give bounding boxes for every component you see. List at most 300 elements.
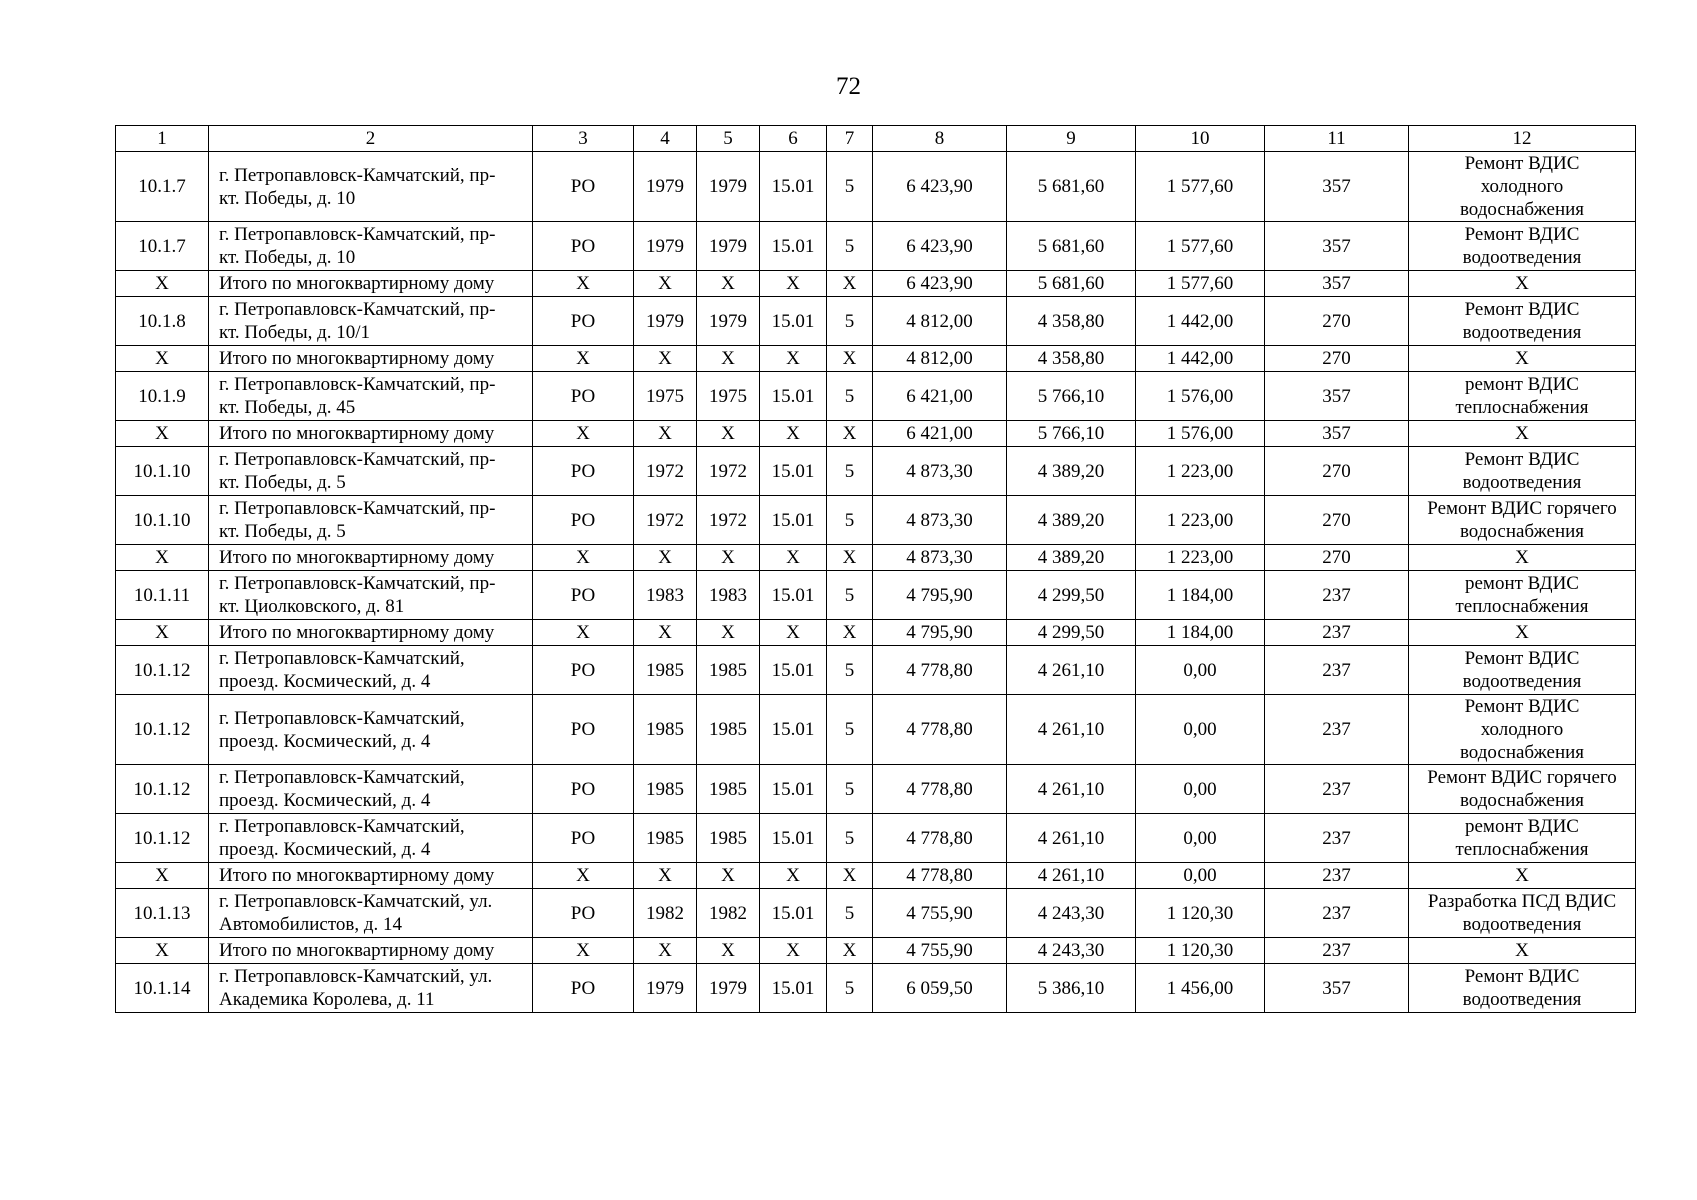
table-row xyxy=(116,814,1636,863)
commission-year-cell: 1979 xyxy=(697,964,760,1013)
living-area-cell: 5 681,60 xyxy=(1007,152,1136,222)
material-code-cell: Х xyxy=(760,271,827,297)
ownership-cell: РО xyxy=(533,964,634,1013)
material-code-cell: 15.01 xyxy=(760,646,827,695)
address-cell xyxy=(209,372,533,421)
building-total-row xyxy=(116,938,1636,964)
cell-text-line: г. Петропавловск-Камчатский, пр- xyxy=(219,573,496,594)
total-area-cell: 4 795,90 xyxy=(873,571,1007,620)
ownership-cell: РО xyxy=(533,297,634,346)
cell-text-line: кт. Победы, д. 45 xyxy=(219,397,356,418)
living-area-cell: 4 358,80 xyxy=(1007,346,1136,372)
built-year-cell: 1979 xyxy=(634,222,697,271)
floors-cell: 5 xyxy=(827,964,873,1013)
address-cell xyxy=(209,814,533,863)
ownership-cell: РО xyxy=(533,889,634,938)
cell-text-line: г. Петропавловск-Камчатский, пр- xyxy=(219,449,496,470)
nonliving-area-cell: 1 456,00 xyxy=(1136,964,1265,1013)
work-type-cell: Х xyxy=(1409,346,1636,372)
table-row xyxy=(116,447,1636,496)
address-cell xyxy=(209,695,533,765)
nonliving-area-cell: 0,00 xyxy=(1136,814,1265,863)
residents-cell: 237 xyxy=(1265,889,1409,938)
cell-text-line: кт. Победы, д. 10 xyxy=(219,247,356,268)
floors-cell: Х xyxy=(827,620,873,646)
material-code-cell: 15.01 xyxy=(760,814,827,863)
commission-year-cell: 1982 xyxy=(697,889,760,938)
column-number-cell: 7 xyxy=(827,126,873,152)
residents-cell: 270 xyxy=(1265,447,1409,496)
total-area-cell: 6 423,90 xyxy=(873,222,1007,271)
cell-text-line: водоотведения xyxy=(1462,989,1582,1010)
building-total-row xyxy=(116,421,1636,447)
nonliving-area-cell: 1 577,60 xyxy=(1136,222,1265,271)
ownership-cell: РО xyxy=(533,571,634,620)
living-area-cell: 5 681,60 xyxy=(1007,222,1136,271)
address-cell: Итого по многоквартирному дому xyxy=(209,620,533,646)
address-cell: Итого по многоквартирному дому xyxy=(209,421,533,447)
table-row xyxy=(116,372,1636,421)
living-area-cell: 4 389,20 xyxy=(1007,545,1136,571)
nonliving-area-cell: 1 120,30 xyxy=(1136,889,1265,938)
built-year-cell: Х xyxy=(634,271,697,297)
residents-cell: 237 xyxy=(1265,646,1409,695)
work-type-cell xyxy=(1409,964,1636,1013)
commission-year-cell: 1979 xyxy=(697,152,760,222)
column-number-cell: 8 xyxy=(873,126,1007,152)
ownership-cell: Х xyxy=(533,271,634,297)
building-total-row xyxy=(116,620,1636,646)
material-code-cell: 15.01 xyxy=(760,695,827,765)
column-number-cell: 6 xyxy=(760,126,827,152)
built-year-cell: 1975 xyxy=(634,372,697,421)
ownership-cell: Х xyxy=(533,545,634,571)
living-area-cell: 4 299,50 xyxy=(1007,571,1136,620)
residents-cell: 270 xyxy=(1265,496,1409,545)
built-year-cell: Х xyxy=(634,938,697,964)
building-total-row xyxy=(116,271,1636,297)
total-area-cell: 4 873,30 xyxy=(873,447,1007,496)
row-number-cell: Х xyxy=(116,938,209,964)
commission-year-cell: 1979 xyxy=(697,297,760,346)
nonliving-area-cell: 1 223,00 xyxy=(1136,447,1265,496)
row-number-cell: 10.1.8 xyxy=(116,297,209,346)
cell-text-line: кт. Победы, д. 10 xyxy=(219,187,356,209)
floors-cell: 5 xyxy=(827,297,873,346)
row-number-cell: Х xyxy=(116,620,209,646)
building-total-row xyxy=(116,863,1636,889)
cell-text-line: г. Петропавловск-Камчатский, xyxy=(219,707,465,729)
cell-text-line: водоотведения xyxy=(1462,322,1582,343)
work-type-cell: Х xyxy=(1409,421,1636,447)
ownership-cell: РО xyxy=(533,496,634,545)
nonliving-area-cell: 1 223,00 xyxy=(1136,545,1265,571)
floors-cell: Х xyxy=(827,938,873,964)
material-code-cell: Х xyxy=(760,938,827,964)
cell-text-line: водоотведения xyxy=(1462,472,1582,493)
work-type-cell: Х xyxy=(1409,545,1636,571)
ownership-cell: РО xyxy=(533,765,634,814)
address-cell xyxy=(209,889,533,938)
built-year-cell: 1985 xyxy=(634,695,697,765)
cell-text-line: водоотведения xyxy=(1462,914,1582,935)
cell-text-line: г. Петропавловск-Камчатский, xyxy=(219,816,465,837)
residents-cell: 357 xyxy=(1265,271,1409,297)
cell-text-line: холодного xyxy=(1480,719,1564,740)
table-row xyxy=(116,297,1636,346)
address-cell xyxy=(209,765,533,814)
cell-text-line: водоснабжения xyxy=(1459,521,1585,542)
cell-text-line: теплоснабжения xyxy=(1455,596,1589,617)
material-code-cell: 15.01 xyxy=(760,372,827,421)
floors-cell: Х xyxy=(827,271,873,297)
cell-text-line: кт. Циолковского, д. 81 xyxy=(219,596,405,617)
residents-cell: 270 xyxy=(1265,346,1409,372)
row-number-cell: 10.1.12 xyxy=(116,765,209,814)
commission-year-cell: 1985 xyxy=(697,695,760,765)
material-code-cell: Х xyxy=(760,346,827,372)
table-row xyxy=(116,571,1636,620)
nonliving-area-cell: 1 184,00 xyxy=(1136,571,1265,620)
total-area-cell: 4 795,90 xyxy=(873,620,1007,646)
table-row xyxy=(116,765,1636,814)
cell-text-line: водоотведения xyxy=(1462,671,1582,692)
built-year-cell: 1979 xyxy=(634,152,697,222)
building-total-row xyxy=(116,346,1636,372)
cell-text-line: кт. Победы, д. 5 xyxy=(219,521,346,542)
built-year-cell: 1972 xyxy=(634,496,697,545)
built-year-cell: Х xyxy=(634,346,697,372)
cell-text-line: Автомобилистов, д. 14 xyxy=(219,914,403,935)
floors-cell: 5 xyxy=(827,571,873,620)
table-row xyxy=(116,152,1636,222)
living-area-cell: 5 766,10 xyxy=(1007,372,1136,421)
row-number-cell: 10.1.10 xyxy=(116,447,209,496)
commission-year-cell: Х xyxy=(697,545,760,571)
nonliving-area-cell: 1 442,00 xyxy=(1136,346,1265,372)
residents-cell: 237 xyxy=(1265,571,1409,620)
built-year-cell: Х xyxy=(634,620,697,646)
total-area-cell: 4 778,80 xyxy=(873,863,1007,889)
total-area-cell: 4 812,00 xyxy=(873,346,1007,372)
table-row xyxy=(116,889,1636,938)
ownership-cell: Х xyxy=(533,346,634,372)
ownership-cell: РО xyxy=(533,152,634,222)
residents-cell: 237 xyxy=(1265,863,1409,889)
living-area-cell: 4 299,50 xyxy=(1007,620,1136,646)
ownership-cell: РО xyxy=(533,814,634,863)
residents-cell: 270 xyxy=(1265,545,1409,571)
material-code-cell: Х xyxy=(760,421,827,447)
row-number-cell: 10.1.11 xyxy=(116,571,209,620)
living-area-cell: 5 386,10 xyxy=(1007,964,1136,1013)
column-number-cell: 3 xyxy=(533,126,634,152)
living-area-cell: 4 389,20 xyxy=(1007,496,1136,545)
living-area-cell: 4 261,10 xyxy=(1007,814,1136,863)
floors-cell: 5 xyxy=(827,695,873,765)
floors-cell: 5 xyxy=(827,372,873,421)
floors-cell: 5 xyxy=(827,814,873,863)
commission-year-cell: 1985 xyxy=(697,765,760,814)
total-area-cell: 4 778,80 xyxy=(873,765,1007,814)
ownership-cell: Х xyxy=(533,421,634,447)
commission-year-cell: Х xyxy=(697,346,760,372)
row-number-cell: 10.1.7 xyxy=(116,152,209,222)
total-area-cell: 4 778,80 xyxy=(873,695,1007,765)
work-type-cell xyxy=(1409,695,1636,765)
built-year-cell: 1985 xyxy=(634,765,697,814)
address-cell: Итого по многоквартирному дому xyxy=(209,938,533,964)
cell-text-line: холодного xyxy=(1480,176,1564,197)
living-area-cell: 4 261,10 xyxy=(1007,646,1136,695)
nonliving-area-cell: 1 577,60 xyxy=(1136,152,1265,222)
built-year-cell: 1982 xyxy=(634,889,697,938)
table-row xyxy=(116,496,1636,545)
living-area-cell: 4 243,30 xyxy=(1007,938,1136,964)
ownership-cell: РО xyxy=(533,695,634,765)
material-code-cell: 15.01 xyxy=(760,571,827,620)
nonliving-area-cell: 0,00 xyxy=(1136,765,1265,814)
cell-text-line: Ремонт ВДИС xyxy=(1464,648,1580,669)
cell-text-line: Ремонт ВДИС xyxy=(1464,966,1580,987)
cell-text-line: Ремонт ВДИС xyxy=(1464,153,1580,174)
row-number-cell: 10.1.14 xyxy=(116,964,209,1013)
address-cell xyxy=(209,222,533,271)
living-area-cell: 4 243,30 xyxy=(1007,889,1136,938)
row-number-cell: Х xyxy=(116,346,209,372)
total-area-cell: 6 423,90 xyxy=(873,271,1007,297)
floors-cell: 5 xyxy=(827,889,873,938)
work-type-cell xyxy=(1409,765,1636,814)
nonliving-area-cell: 1 577,60 xyxy=(1136,271,1265,297)
cell-text-line: ремонт ВДИС xyxy=(1465,573,1579,594)
row-number-cell: 10.1.9 xyxy=(116,372,209,421)
cell-text-line: проезд. Космический, д. 4 xyxy=(219,671,431,692)
cell-text-line: Академика Королева, д. 11 xyxy=(219,989,435,1010)
total-area-cell: 4 873,30 xyxy=(873,496,1007,545)
total-area-cell: 6 421,00 xyxy=(873,372,1007,421)
cell-text-line: г. Петропавловск-Камчатский, пр- xyxy=(219,374,496,395)
cell-text-line: г. Петропавловск-Камчатский, ул. xyxy=(219,891,493,912)
address-cell: Итого по многоквартирному дому xyxy=(209,545,533,571)
table-row xyxy=(116,695,1636,765)
address-cell: Итого по многоквартирному дому xyxy=(209,271,533,297)
total-area-cell: 6 423,90 xyxy=(873,152,1007,222)
built-year-cell: Х xyxy=(634,863,697,889)
ownership-cell: РО xyxy=(533,222,634,271)
work-type-cell xyxy=(1409,889,1636,938)
living-area-cell: 4 261,10 xyxy=(1007,863,1136,889)
total-area-cell: 4 873,30 xyxy=(873,545,1007,571)
page-number: 72 xyxy=(836,73,861,100)
cell-text-line: Ремонт ВДИС xyxy=(1464,224,1580,245)
residents-cell: 237 xyxy=(1265,695,1409,765)
residents-cell: 237 xyxy=(1265,620,1409,646)
total-area-cell: 4 778,80 xyxy=(873,646,1007,695)
work-type-cell: Х xyxy=(1409,271,1636,297)
residents-cell: 270 xyxy=(1265,297,1409,346)
work-type-cell: Х xyxy=(1409,938,1636,964)
cell-text-line: Ремонт ВДИС xyxy=(1464,449,1580,470)
nonliving-area-cell: 0,00 xyxy=(1136,695,1265,765)
commission-year-cell: 1979 xyxy=(697,222,760,271)
commission-year-cell: 1972 xyxy=(697,496,760,545)
cell-text-line: Ремонт ВДИС xyxy=(1464,299,1580,320)
nonliving-area-cell: 1 576,00 xyxy=(1136,421,1265,447)
work-type-cell xyxy=(1409,646,1636,695)
row-number-cell: 10.1.10 xyxy=(116,496,209,545)
work-type-cell xyxy=(1409,571,1636,620)
cell-text-line: кт. Победы, д. 10/1 xyxy=(219,322,371,343)
commission-year-cell: Х xyxy=(697,271,760,297)
address-cell xyxy=(209,297,533,346)
building-total-row xyxy=(116,545,1636,571)
living-area-cell: 5 766,10 xyxy=(1007,421,1136,447)
cell-text-line: Ремонт ВДИС xyxy=(1464,696,1580,717)
address-cell xyxy=(209,964,533,1013)
row-number-cell: 10.1.13 xyxy=(116,889,209,938)
cell-text-line: г. Петропавловск-Камчатский, xyxy=(219,767,465,788)
ownership-cell: РО xyxy=(533,447,634,496)
floors-cell: Х xyxy=(827,863,873,889)
ownership-cell: РО xyxy=(533,372,634,421)
living-area-cell: 4 358,80 xyxy=(1007,297,1136,346)
cell-text-line: ремонт ВДИС xyxy=(1465,816,1579,837)
material-code-cell: Х xyxy=(760,863,827,889)
floors-cell: Х xyxy=(827,346,873,372)
cell-text-line: г. Петропавловск-Камчатский, пр- xyxy=(219,164,496,186)
row-number-cell: Х xyxy=(116,545,209,571)
work-type-cell: Х xyxy=(1409,620,1636,646)
built-year-cell: 1979 xyxy=(634,297,697,346)
column-number-cell: 10 xyxy=(1136,126,1265,152)
work-type-cell xyxy=(1409,372,1636,421)
commission-year-cell: 1975 xyxy=(697,372,760,421)
cell-text-line: Ремонт ВДИС горячего xyxy=(1427,767,1617,788)
commission-year-cell: Х xyxy=(697,938,760,964)
work-type-cell xyxy=(1409,222,1636,271)
ownership-cell: Х xyxy=(533,620,634,646)
total-area-cell: 4 755,90 xyxy=(873,938,1007,964)
cell-text-line: теплоснабжения xyxy=(1455,397,1589,418)
cell-text-line: Разработка ПСД ВДИС xyxy=(1427,891,1617,912)
cell-text-line: Ремонт ВДИС горячего xyxy=(1427,498,1617,519)
address-cell xyxy=(209,152,533,222)
floors-cell: 5 xyxy=(827,765,873,814)
residents-cell: 357 xyxy=(1265,964,1409,1013)
floors-cell: 5 xyxy=(827,222,873,271)
cell-text-line: проезд. Космический, д. 4 xyxy=(219,730,431,752)
nonliving-area-cell: 1 576,00 xyxy=(1136,372,1265,421)
address-cell xyxy=(209,571,533,620)
floors-cell: 5 xyxy=(827,496,873,545)
material-code-cell: 15.01 xyxy=(760,447,827,496)
living-area-cell: 4 261,10 xyxy=(1007,695,1136,765)
ownership-cell: Х xyxy=(533,863,634,889)
column-number-cell: 11 xyxy=(1265,126,1409,152)
work-type-cell xyxy=(1409,152,1636,222)
total-area-cell: 6 059,50 xyxy=(873,964,1007,1013)
total-area-cell: 4 778,80 xyxy=(873,814,1007,863)
built-year-cell: Х xyxy=(634,421,697,447)
cell-text-line: водоснабжения xyxy=(1459,199,1585,220)
row-number-cell: 10.1.12 xyxy=(116,646,209,695)
material-code-cell: Х xyxy=(760,620,827,646)
residents-cell: 357 xyxy=(1265,372,1409,421)
residents-cell: 237 xyxy=(1265,938,1409,964)
column-number-cell: 5 xyxy=(697,126,760,152)
material-code-cell: 15.01 xyxy=(760,964,827,1013)
living-area-cell: 4 261,10 xyxy=(1007,765,1136,814)
column-number-row xyxy=(116,126,1636,152)
ownership-cell: Х xyxy=(533,938,634,964)
cell-text-line: проезд. Космический, д. 4 xyxy=(219,839,431,860)
nonliving-area-cell: 1 442,00 xyxy=(1136,297,1265,346)
cell-text-line: г. Петропавловск-Камчатский, пр- xyxy=(219,224,496,245)
work-type-cell: Х xyxy=(1409,863,1636,889)
cell-text-line: кт. Победы, д. 5 xyxy=(219,472,346,493)
nonliving-area-cell: 1 184,00 xyxy=(1136,620,1265,646)
commission-year-cell: 1983 xyxy=(697,571,760,620)
material-code-cell: 15.01 xyxy=(760,889,827,938)
cell-text-line: г. Петропавловск-Камчатский, пр- xyxy=(219,498,496,519)
residents-cell: 357 xyxy=(1265,421,1409,447)
cell-text-line: г. Петропавловск-Камчатский, xyxy=(219,648,465,669)
built-year-cell: 1979 xyxy=(634,964,697,1013)
address-cell xyxy=(209,447,533,496)
total-area-cell: 4 812,00 xyxy=(873,297,1007,346)
work-type-cell xyxy=(1409,496,1636,545)
commission-year-cell: 1985 xyxy=(697,814,760,863)
cell-text-line: водоснабжения xyxy=(1459,790,1585,811)
residents-cell: 357 xyxy=(1265,222,1409,271)
nonliving-area-cell: 0,00 xyxy=(1136,863,1265,889)
material-code-cell: 15.01 xyxy=(760,297,827,346)
built-year-cell: 1983 xyxy=(634,571,697,620)
column-number-cell: 1 xyxy=(116,126,209,152)
work-type-cell xyxy=(1409,447,1636,496)
row-number-cell: Х xyxy=(116,421,209,447)
ownership-cell: РО xyxy=(533,646,634,695)
cell-text-line: водоотведения xyxy=(1462,247,1582,268)
work-type-cell xyxy=(1409,814,1636,863)
nonliving-area-cell: 0,00 xyxy=(1136,646,1265,695)
residents-cell: 237 xyxy=(1265,814,1409,863)
cell-text-line: теплоснабжения xyxy=(1455,839,1589,860)
living-area-cell: 5 681,60 xyxy=(1007,271,1136,297)
column-number-cell: 12 xyxy=(1409,126,1636,152)
cell-text-line: г. Петропавловск-Камчатский, пр- xyxy=(219,299,496,320)
commission-year-cell: Х xyxy=(697,863,760,889)
table-row xyxy=(116,222,1636,271)
residents-cell: 357 xyxy=(1265,152,1409,222)
floors-cell: Х xyxy=(827,421,873,447)
table-row xyxy=(116,646,1636,695)
commission-year-cell: 1985 xyxy=(697,646,760,695)
living-area-cell: 4 389,20 xyxy=(1007,447,1136,496)
table-row xyxy=(116,964,1636,1013)
material-code-cell: 15.01 xyxy=(760,222,827,271)
floors-cell: Х xyxy=(827,545,873,571)
row-number-cell: 10.1.7 xyxy=(116,222,209,271)
address-cell: Итого по многоквартирному дому xyxy=(209,863,533,889)
address-cell xyxy=(209,646,533,695)
residents-cell: 237 xyxy=(1265,765,1409,814)
row-number-cell: Х xyxy=(116,863,209,889)
cell-text-line: проезд. Космический, д. 4 xyxy=(219,790,431,811)
commission-year-cell: Х xyxy=(697,620,760,646)
commission-year-cell: 1972 xyxy=(697,447,760,496)
